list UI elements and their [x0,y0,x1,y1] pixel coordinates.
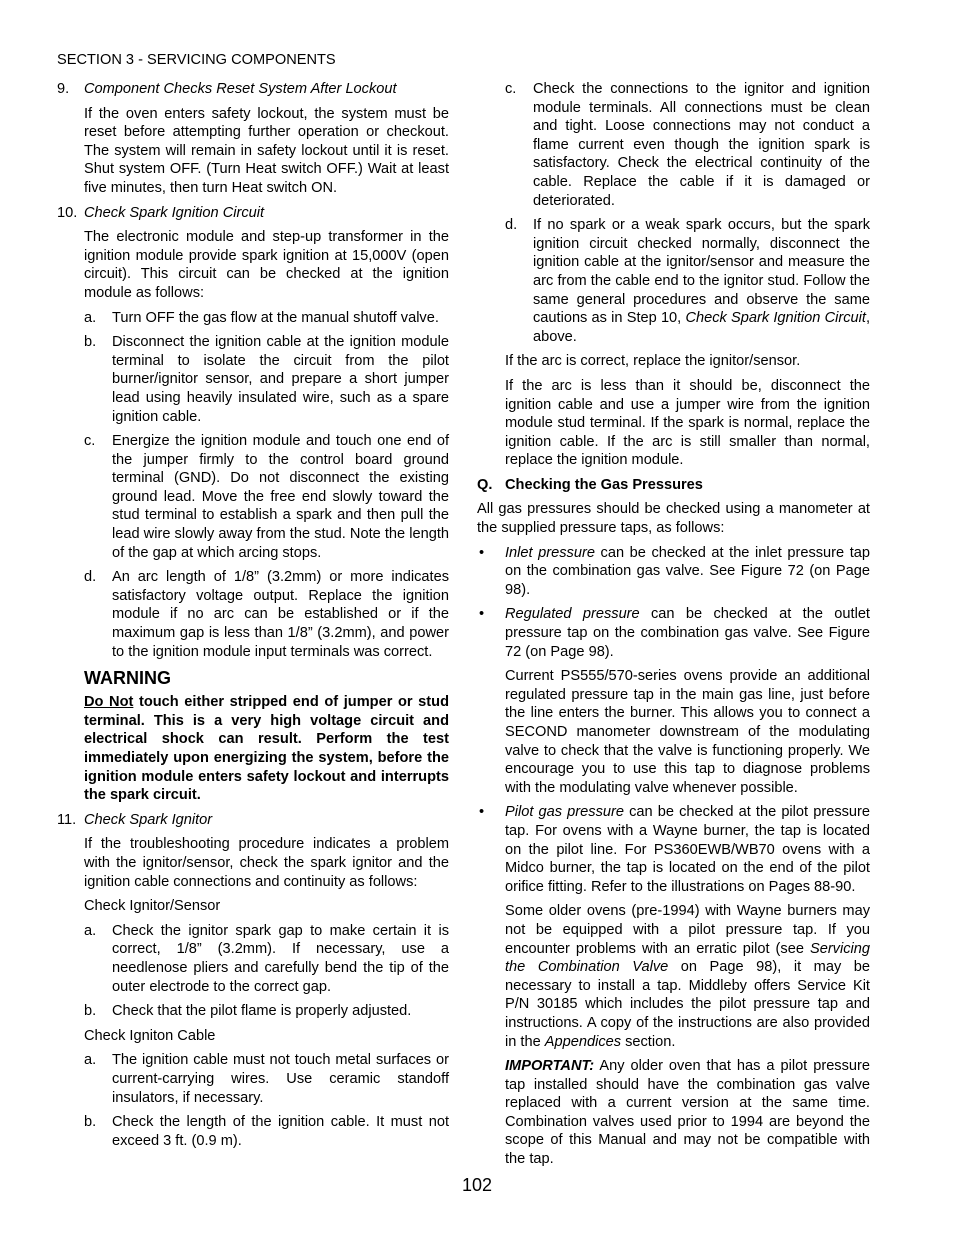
list-item [57,333,449,426]
list-text: Energize the ignition module and touch one end of the jumper firmly to the control board ground terminal (GND). Do not disconnect the existing ground lead. Move the free end slowly toward the stud terminal to establish a spark and then pull the lead wire slowly away from the stud. Note the length of the gap at which arcing stops. [112,433,449,561]
arc-less-text: If the arc is less than it should be, disconnect the ignition cable and use a jumper wire from the ignition module stud terminal. If the spark is normal, replace the ignition cable. If the arc is still smaller than normal, replace the ignition module. [505,377,870,469]
step-number: 11. [57,811,77,828]
step-title: Check Spark Ignition Circuit [84,204,265,221]
bullet-item-inlet [477,544,870,600]
subheading-ignitor: Check Ignitor/Sensor [84,898,221,915]
list-text-part: , above. [533,310,870,345]
text-part: section. [621,1033,676,1050]
list-label: b. [84,334,97,351]
step-11-heading [57,811,449,830]
list-item [57,309,449,328]
step-9-body: If the oven enters safety lockout, the system must be reset before attempting further operation or checkout. The system will remain in safety lockout until it is reset. Shut system OFF. (Turn Heat switch OFF.) Wait at least five minutes, then turn Heat switch ON. [84,105,449,196]
term: Pilot gas pressure [505,804,624,821]
list-text-part: If no spark or a weak spark occurs, but the spark ignition circuit checked normally, disconnect the ignition cable at the ignitor/sensor and measure the arc from the cable end to the ignitor stud. Follow the same general procedures and observe the same cautions as in Step 10, [533,217,870,327]
page-number: 102 [461,1175,493,1195]
list-label: a. [84,922,97,939]
list-text: Check the length of the ignition cable. It must not exceed 3 ft. (0.9 m). [112,1114,449,1149]
list-text [533,216,870,346]
subheading-cable: Check Igniton Cable [84,1027,216,1044]
list-item [477,216,870,346]
list-text: Check the ignitor spark gap to make certain it is correct, 1/8” (3.2mm). If necessary, use a needlenose pliers and carefully bend the tip of the outer electrode to the correct gap. [112,922,449,995]
list-label: a. [84,309,97,326]
list-text: Disconnect the ignition cable at the ignition module terminal to isolate the circuit from the pilot burner/ignitor sensor, and prepare a short jumper lead using heavily insulated wire, such as a spare ignition cable. [112,334,449,425]
list-item [57,1113,449,1150]
bullet-text-part: can be checked at the inlet pressure tap on the combination gas valve. See Figure 72 (on Page 98). [505,544,870,598]
important-label: IMPORTANT: [505,1058,595,1075]
step-10-body: The electronic module and step-up transformer in the ignition module provide spark ignition at 15,000V (open circuit). This circuit can be checked at the ignition module as follows: [84,229,449,301]
list-label: d. [84,569,97,586]
cross-reference: Check Spark Ignition Circuit [685,310,866,327]
list-item [57,1051,449,1107]
step-11-body: If the troubleshooting procedure indicates a problem with the ignitor/sensor, check the spark ignitor and the ignition cable connections and continuity as follows: [84,836,449,890]
section-q-intro: All gas pressures should be checked using a manometer at the supplied pressure taps, as follows: [477,501,870,537]
bullet-text [505,544,870,600]
step-title: Component Checks Reset System After Lockout [84,81,397,97]
bullet-icon: • [479,606,485,623]
list-label: c. [84,433,96,450]
bullet-text [505,803,870,896]
list-label: c. [505,81,517,97]
list-item [57,922,449,996]
bullet-text [505,605,870,661]
bullet-text-part: can be checked at the pilot pressure tap. For ovens with a Wayne burner, the tap is located on the pilot line. For PS360EWB/WB70 ovens with a Midco burner, the tap is located on the end of the pilot orifice fitting. Refer to the illustrations on Pages 88-90. [505,804,871,895]
warning-text: touch either stripped end of jumper or stud terminal. This is a very high voltage circuit and electrical shock can result. Perform the test immediately upon energizing the system, before the ignition module enters safety lockout and interrupts the spark circuit. [84,694,449,804]
text-part: Some older ovens (pre-1994) with Wayne burners may not be equipped with a pilot pressure tap. If you encounter problems with an erratic pilot (see [505,903,870,957]
bullet-item-regulated [477,605,870,661]
step-title: Check Spark Ignitor [84,811,213,828]
text-part: on Page 98), it may be necessary to install a tap. Middleby offers Service Kit P/N 30185 which includes the pilot pressure tap and instructions. A copy of the instructions are also provided in the [505,959,870,1050]
older-ovens-text [477,902,870,1051]
list-text: Check that the pilot flame is properly adjusted. [112,1003,412,1020]
list-text: The ignition cable must not touch metal surfaces or current-carrying wires. Use ceramic standoff insulators, if necessary. [112,1052,449,1106]
list-label: a. [84,1052,97,1069]
cross-reference: Servicing the Combination Valve [505,940,870,976]
step-9-heading [57,80,449,99]
list-text: Turn OFF the gas flow at the manual shutoff valve. [112,309,439,326]
warning-title: WARNING [84,668,171,689]
bullet-icon: • [479,544,485,561]
warning-do-not: Do Not [84,694,134,711]
section-header: SECTION 3 - SERVICING COMPONENTS [57,52,336,68]
cross-reference: Appendices [544,1033,622,1050]
list-label: b. [84,1003,97,1020]
term: Regulated pressure [505,606,640,623]
section-q-label: Q. [477,476,493,493]
section-q-title: Checking the Gas Pressures [505,476,703,493]
list-item [57,432,449,562]
right-column [477,80,870,1175]
step-number: 9. [57,81,70,97]
step-number: 10. [57,204,78,221]
warning-body [57,693,449,805]
list-item [57,1002,449,1021]
list-text: Check the connections to the ignitor and ignition module terminals. All connections must be clean and tight. Loose connections may not conduct a flame current even though the ignition spark is satisfactory. Check the electrical continuity of the cable. Replace the cable if it is damaged or deteriorated. [533,81,870,209]
bullet-item-pilot [477,803,870,896]
bullet-text-part: can be checked at the outlet pressure tap on the combination gas valve. See Figure 72 (on Page 98). [505,606,870,660]
bullet-icon: • [479,804,485,821]
arc-correct-text: If the arc is correct, replace the ignitor/sensor. [505,353,801,370]
term: Inlet pressure [505,544,595,561]
list-item [57,568,449,661]
list-label: d. [505,217,518,234]
list-text: An arc length of 1/8” (3.2mm) or more indicates satisfactory voltage output. Replace the ignition module if no arc can be established or if the maximum gap is less than 1/8” (3.2mm), and power to the ignition module input terminals was correct. [112,569,449,660]
important-text: Any older oven that has a pilot pressure tap installed should have the combination gas valve replaced with a current version at the same time. Combination valves used prior to 1994 are beyond the scope of this Manual and may not be compatible with the tap. [505,1058,870,1168]
regulated-extra-text: Current PS555/570-series ovens provide an additional regulated pressure tap in the main gas line, just before the line enters the burner. This allows you to connect a SECOND manometer downstream of the modulating valve to check that the valve is functioning properly. We encourage you to use this tap to diagnose problems with the modulating valve whenever possible. [505,668,870,796]
section-q-heading [477,476,870,495]
step-10-heading [57,204,449,223]
important-note [477,1057,870,1169]
list-label: b. [84,1114,97,1131]
list-item [477,80,870,210]
left-column [57,80,449,1156]
